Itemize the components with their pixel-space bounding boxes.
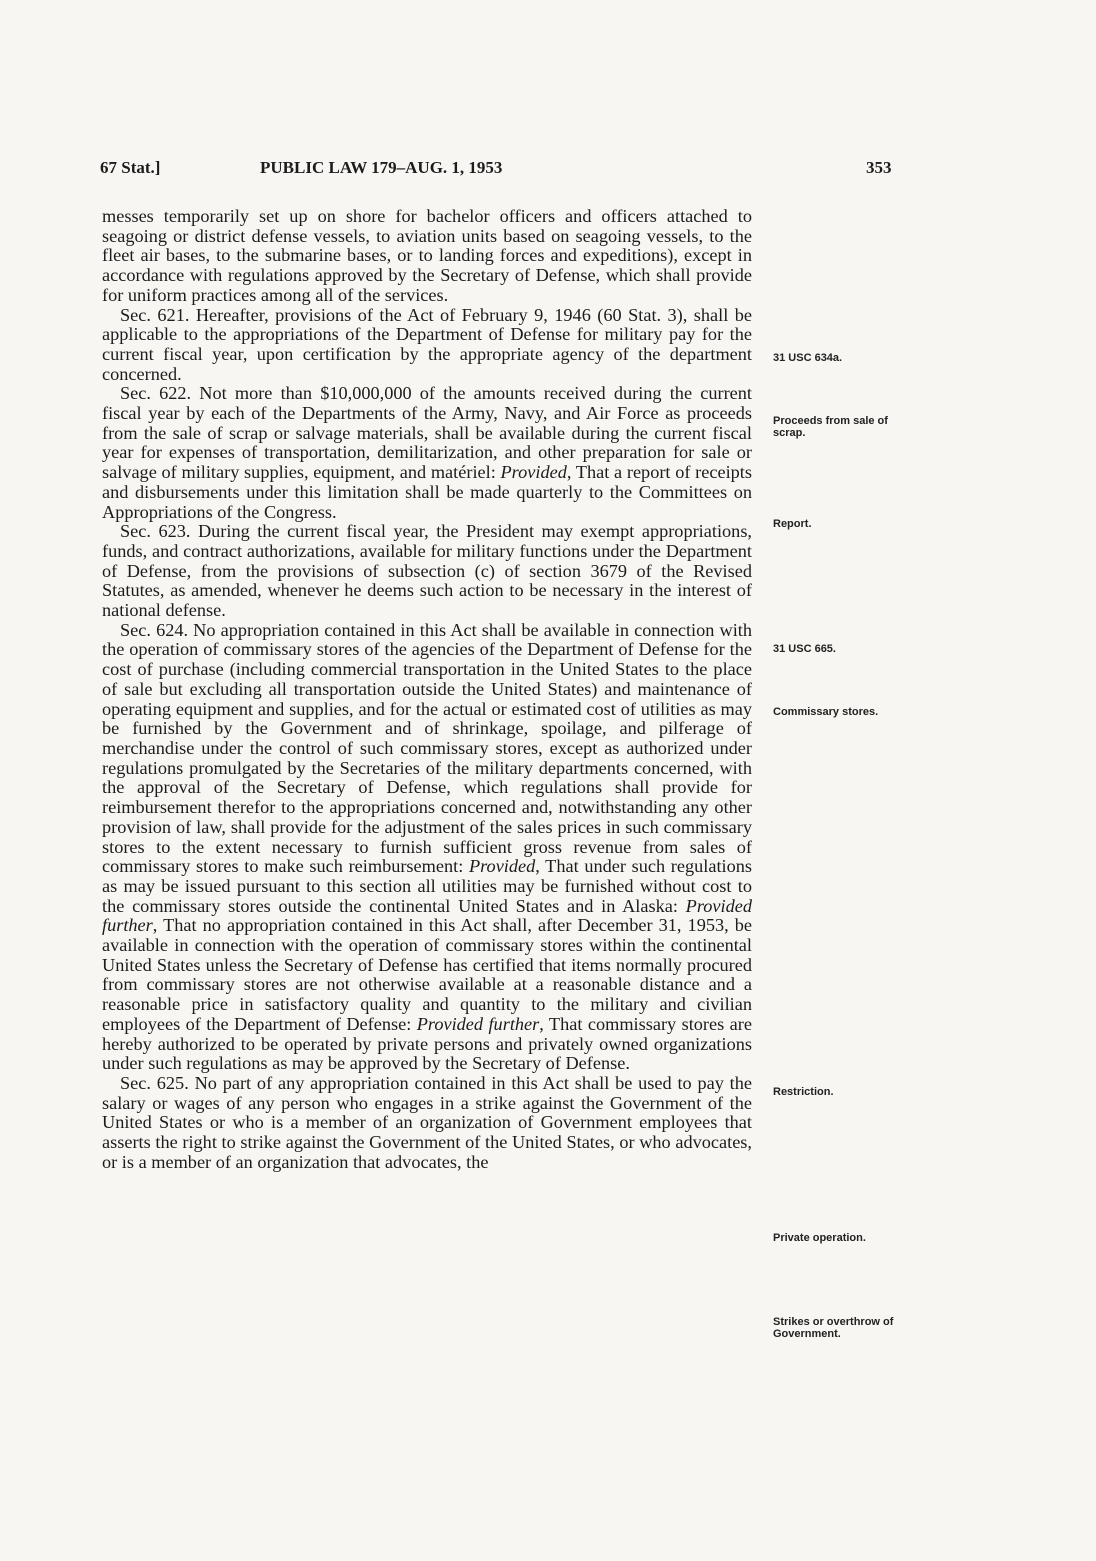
text-run: , That no appropriation contained in this Act shall, after December 31, 1953, be available in connection with the operation of commissary stores within the continental United States unless the Secretary of Defense has certified that items normally procured from commissary stores are not otherwise available at a reasonable distance and a reasonable price in satisfactory quality and quantity to the military and civilian employees of the Department of Defense:	[102, 915, 752, 1034]
text-run: Sec. 625. No part of any appropriation contained in this Act shall be used to pay the salary or wages of any person who engages in a strike against the Government of the United States or who is a member of an organization of Government employees that asserts the right to strike against the Government of the United States, or who advocates, or is a member of an organization that advocates, the	[102, 1072, 752, 1172]
page-number: 353	[866, 158, 892, 177]
page-header	[0, 158, 1096, 182]
margin-note-proceeds-from-scrap: Proceeds from sale of scrap.	[773, 415, 888, 439]
text-run: Sec. 621. Hereafter, provisions of the Act of February 9, 1946 (60 Stat. 3), shall be applicable to the appropriations of the Department of Defense for military pay for the current fiscal year, upon certification by the appropriate agency of the department concerned.	[102, 304, 752, 384]
paragraph-p623	[102, 522, 752, 621]
text-run: , That commissary stores are hereby authorized to be operated by private persons and privately owned organizations under such regulations as may be approved by the Secretary of Defense.	[102, 1013, 752, 1074]
main-text	[102, 207, 752, 1172]
text-run: Sec. 622. Not more than $10,000,000 of the amounts received during the current fiscal year by each of the Departments of the Army, Navy, and Air Force as proceeds from the sale of scrap or salvage materials, shall be available during the current fiscal year for expenses of transportation, demilitarization, and other preparation for sale or salvage of military supplies, equipment, and matériel:	[102, 383, 752, 483]
text-run: messes temporarily set up on shore for bachelor officers and officers attached to seagoing or district defense vessels, to aviation units based on seagoing vessels, to the fleet air bases, to the submarine bases, or to landing forces and expeditions), except in accordance with regulations approved by the Secretary of Defense, which shall provide for uniform practices among all of the services.	[102, 206, 752, 305]
italic-proviso: Provided further	[416, 1013, 540, 1034]
paragraph-p624	[102, 621, 752, 1074]
margin-note-report: Report.	[773, 518, 812, 530]
margin-note-strikes: Strikes or overthrow of Government.	[773, 1316, 894, 1340]
paragraph-p622	[102, 384, 752, 522]
statute-volume: 67 Stat.]	[100, 158, 161, 177]
text-run: , That a report of receipts and disbursements under this limitation shall be made quarterly to the Committees on Appropriations of the Congress.	[102, 462, 752, 522]
margin-note-private-operation: Private operation.	[773, 1232, 866, 1244]
paragraph-p621	[102, 306, 752, 385]
italic-proviso: Provided	[500, 462, 567, 483]
margin-note-restriction: Restriction.	[773, 1086, 834, 1098]
italic-proviso: Provided	[468, 856, 536, 877]
italic-proviso: Provided further	[102, 895, 752, 936]
margin-note-31-usc-665: 31 USC 665.	[773, 643, 836, 655]
paragraph-p625	[102, 1074, 752, 1173]
paragraph-p0	[102, 207, 752, 306]
running-title: PUBLIC LAW 179–AUG. 1, 1953	[260, 158, 503, 177]
margin-note-commissary-stores: Commissary stores.	[773, 706, 879, 718]
text-run: , That under such regulations as may be issued pursuant to this section all utilities may be furnished without cost to the commissary stores outside the continental United States and in Alaska:	[102, 856, 753, 916]
text-run: Sec. 623. During the current fiscal year, the President may exempt appropriations, funds, and contract authorizations, available for military functions under the Department of Defense, from the provisions of subsection (c) of section 3679 of the Revised Statutes, as amended, whenever he deems such action to be necessary in the interest of national defense.	[102, 521, 752, 621]
text-run: Sec. 624. No appropriation contained in this Act shall be available in connection with the operation of commissary stores of the agencies of the Department of Defense for the cost of purchase (including commercial transportation in the United States to the place of sale but excluding all transportation outside the United States) and maintenance of operating equipment and supplies, and for the actual or estimated cost of utilities as may be furnished by the Government and of shrinkage, spoilage, and pilferage of merchandise under the control of such commissary stores, except as authorized under regulations promulgated by the Secretaries of the military departments concerned, with the approval of the Secretary of Defense, which regulations shall provide for reimbursement therefor to the appropriations concerned and, notwithstanding any other provision of law, shall provide for the adjustment of the sales prices in such commissary stores to the extent necessary to furnish sufficient gross revenue from sales of commissary stores to make such reimbursement:	[102, 619, 752, 877]
margin-note-31-usc-634a: 31 USC 634a.	[773, 352, 843, 364]
